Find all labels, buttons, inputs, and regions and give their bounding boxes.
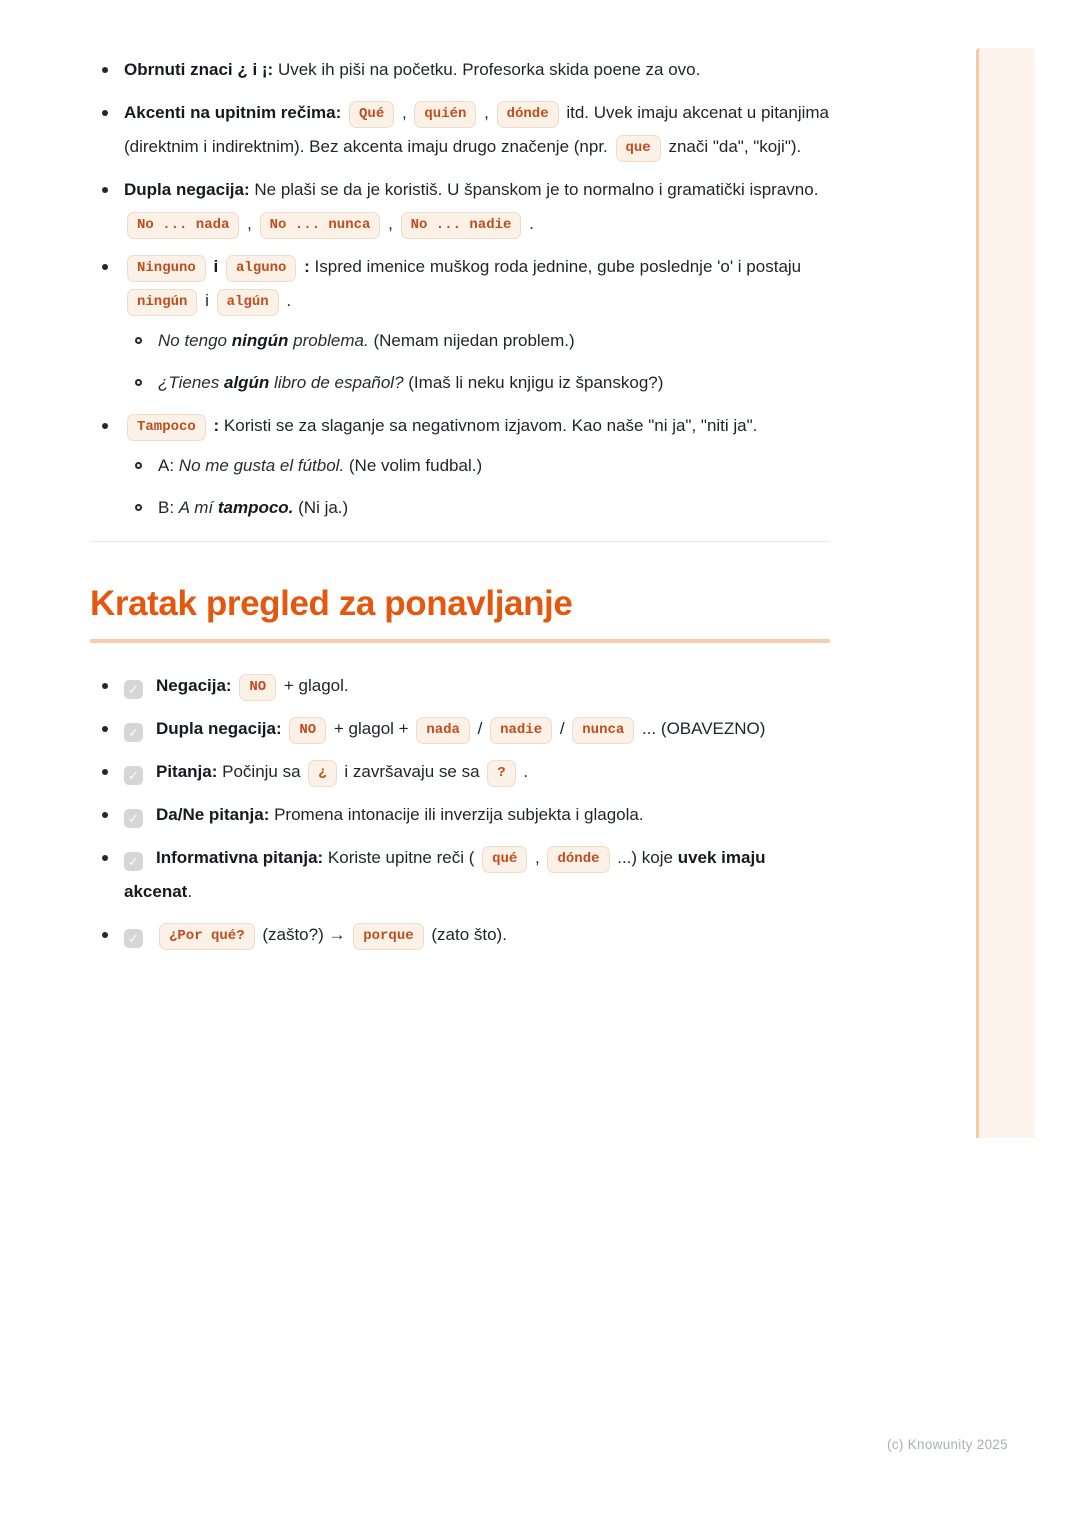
checklist-text xyxy=(156,719,765,738)
text-segment: B: xyxy=(158,498,179,517)
text-segment: i xyxy=(213,257,219,276)
checklist-text xyxy=(156,805,644,824)
text-segment: A: xyxy=(158,456,179,475)
text-segment: , xyxy=(397,103,412,122)
text-segment: : xyxy=(208,416,220,435)
text-segment: . xyxy=(281,291,292,310)
code-chip: ningún xyxy=(127,289,197,316)
text-segment: , xyxy=(479,103,494,122)
text-segment: . xyxy=(187,882,193,901)
note-text xyxy=(158,331,575,350)
code-chip: No ... nadie xyxy=(401,212,522,239)
text-segment: A mí xyxy=(178,498,218,517)
code-chip: dónde xyxy=(547,846,609,873)
text-segment: (Imaš li neku knjigu iz španskog?) xyxy=(403,373,664,392)
code-chip: ? xyxy=(487,760,515,787)
text-segment: / xyxy=(472,719,488,738)
text-segment: Dupla negacija: xyxy=(124,180,250,199)
note-subitem xyxy=(124,491,830,525)
section-divider xyxy=(90,541,830,542)
text-segment: Obrnuti znaci ¿ i ¡: xyxy=(124,60,274,79)
note-item xyxy=(90,96,830,164)
note-text xyxy=(124,180,818,233)
text-segment: No tengo xyxy=(158,331,232,350)
note-text xyxy=(124,103,829,156)
checklist-item xyxy=(90,755,830,789)
checklist-item xyxy=(90,841,830,909)
code-chip: nunca xyxy=(572,717,634,744)
text-segment: Negacija: xyxy=(156,676,232,695)
text-segment xyxy=(282,719,287,738)
text-segment: itd. Uvek imaju akcenat u pitanjima (direktnim i indirektnim). Bez akcenta imaju drugo značenje (npr. xyxy=(124,103,830,156)
text-segment: Akcenti na upitnim rečima: xyxy=(124,103,342,122)
code-chip: Ninguno xyxy=(127,255,206,282)
code-chip: NO xyxy=(239,674,276,701)
checklist-item xyxy=(90,712,830,746)
text-segment: ningún xyxy=(231,331,289,350)
text-segment: . xyxy=(524,214,534,233)
code-chip: Qué xyxy=(349,101,394,128)
checklist-text xyxy=(156,925,507,944)
text-segment: tampoco. xyxy=(217,498,294,517)
checkbox-checked-icon[interactable]: ✓ xyxy=(124,929,143,948)
text-segment: , xyxy=(530,848,545,867)
checklist-text xyxy=(124,848,766,901)
text-segment: Počinju sa xyxy=(217,762,306,781)
code-chip: Tampoco xyxy=(127,414,206,441)
text-segment: (zašto?) → xyxy=(257,925,351,944)
note-text xyxy=(124,257,801,310)
copyright-footer: (c) Knowunity 2025 xyxy=(887,1437,1008,1452)
text-segment: znači "da", "koji"). xyxy=(663,137,802,156)
text-segment: Da/Ne pitanja: xyxy=(156,805,270,824)
text-segment: . xyxy=(518,762,529,781)
note-text xyxy=(158,456,482,475)
page-edge-stripe xyxy=(976,48,1035,1138)
code-chip: dónde xyxy=(497,101,559,128)
page-content xyxy=(90,53,830,961)
text-segment: Dupla negacija: xyxy=(156,719,282,738)
note-subitem xyxy=(124,324,830,358)
text-segment: Promena intonacije ili inverzija subjekta i glagola. xyxy=(269,805,644,824)
text-segment: : xyxy=(299,257,310,276)
note-item xyxy=(90,250,830,400)
note-text xyxy=(158,498,348,517)
note-item xyxy=(90,173,830,241)
checkbox-checked-icon[interactable]: ✓ xyxy=(124,680,143,699)
checkbox-checked-icon[interactable]: ✓ xyxy=(124,723,143,742)
text-segment: Pitanja: xyxy=(156,762,218,781)
note-item xyxy=(90,53,830,87)
code-chip: porque xyxy=(353,923,423,950)
code-chip: alguno xyxy=(226,255,296,282)
notes-list xyxy=(90,53,830,525)
checklist-item xyxy=(90,798,830,832)
text-segment: ... (OBAVEZNO) xyxy=(637,719,766,738)
code-chip: nada xyxy=(416,717,470,744)
text-segment: No me gusta el fútbol. xyxy=(178,456,345,475)
text-segment xyxy=(218,257,223,276)
review-checklist xyxy=(90,669,830,952)
code-chip: No ... nunca xyxy=(260,212,381,239)
code-chip: que xyxy=(616,135,661,162)
text-segment: uvek imaju akcenat xyxy=(124,848,766,901)
text-segment: Ispred imenice muškog roda jednine, gube poslednje 'o' i postaju xyxy=(309,257,802,276)
checklist-text xyxy=(156,676,349,695)
note-item xyxy=(90,409,830,525)
code-chip: ¿Por qué? xyxy=(159,923,255,950)
note-text xyxy=(158,373,663,392)
text-segment: libro de español? xyxy=(269,373,404,392)
note-subitem xyxy=(124,449,830,483)
text-segment xyxy=(341,103,346,122)
text-segment: Koriste upitne reči ( xyxy=(323,848,480,867)
checkbox-checked-icon[interactable]: ✓ xyxy=(124,852,143,871)
heading-underline xyxy=(90,639,830,643)
text-segment: (Nemam nijedan problem.) xyxy=(368,331,575,350)
checkbox-checked-icon[interactable]: ✓ xyxy=(124,809,143,828)
code-chip: qué xyxy=(482,846,527,873)
text-segment: , xyxy=(383,214,398,233)
text-segment: + glagol. xyxy=(279,676,349,695)
text-segment: , xyxy=(242,214,257,233)
code-chip: No ... nada xyxy=(127,212,239,239)
code-chip: algún xyxy=(217,289,279,316)
text-segment: / xyxy=(555,719,570,738)
checklist-text xyxy=(156,762,528,781)
text-segment: + glagol + xyxy=(329,719,414,738)
section-heading: Kratak pregled za ponavljanje xyxy=(90,584,573,623)
text-segment: i xyxy=(200,291,214,310)
note-subitem xyxy=(124,366,830,400)
code-chip: ¿ xyxy=(308,760,336,787)
text-segment: ¿Tienes xyxy=(158,373,224,392)
checkbox-checked-icon[interactable]: ✓ xyxy=(124,766,143,785)
text-segment: Ne plaši se da je koristiš. U španskom je to normalno i gramatički ispravno. xyxy=(249,180,819,199)
text-segment: Informativna pitanja: xyxy=(156,848,324,867)
text-segment: (Ni ja.) xyxy=(293,498,349,517)
text-segment: i završavaju se sa xyxy=(339,762,485,781)
note-sublist xyxy=(124,449,830,525)
text-segment: Koristi se za slaganje sa negativnom izjavom. Kao naše "ni ja", "niti ja". xyxy=(219,416,758,435)
code-chip: quién xyxy=(414,101,476,128)
code-chip: nadie xyxy=(490,717,552,744)
text-segment: Uvek ih piši na početku. Profesorka skida poene za ovo. xyxy=(273,60,701,79)
text-segment: algún xyxy=(223,373,270,392)
note-text xyxy=(124,416,757,435)
text-segment: problema. xyxy=(288,331,369,350)
text-segment: (zato što). xyxy=(426,925,507,944)
code-chip: NO xyxy=(289,717,326,744)
text-segment: (Ne volim fudbal.) xyxy=(344,456,483,475)
text-segment xyxy=(232,676,237,695)
checklist-item xyxy=(90,918,830,952)
text-segment: ...) koje xyxy=(612,848,678,867)
checklist-item xyxy=(90,669,830,703)
note-sublist xyxy=(124,324,830,400)
note-text xyxy=(124,60,700,79)
